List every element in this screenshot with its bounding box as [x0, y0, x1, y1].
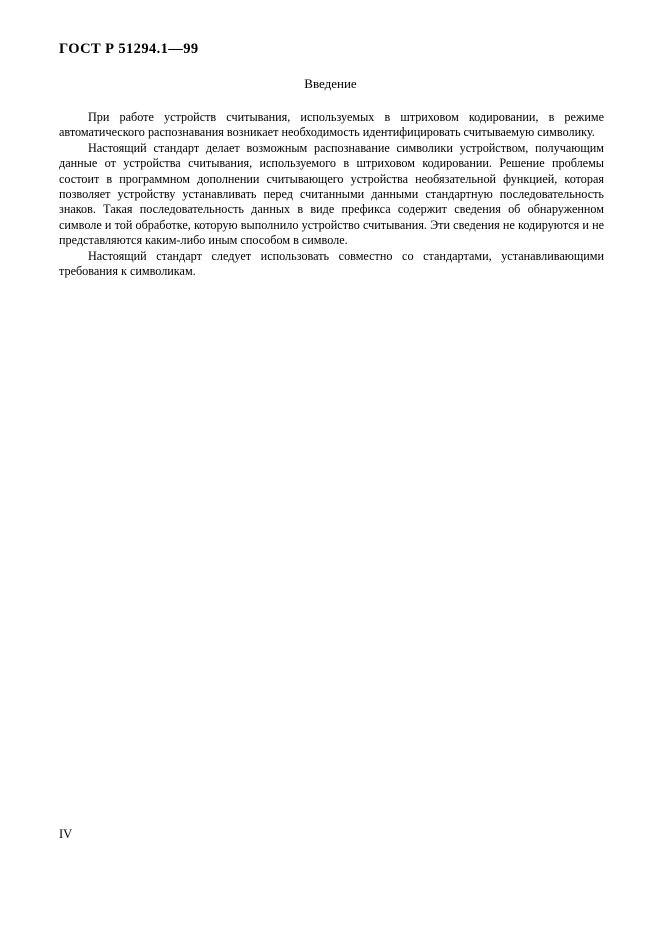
paragraph: Настоящий стандарт делает возможным распознавание символики устройством, получающим данные от устройства считывания, используемого в штриховом кодировании. Решение проблемы состоит в программном дополнении считывающего устройства необязательной функцией, которая позволяет устройству устанавливать перед считанными данными стандартную последовательность знаков. Такая последовательность данных в виде префикса содержит сведения об обнаруженном символе и той обработке, которую выполнило устройство считывания. Эти сведения не кодируются и не представляются каким-либо иным способом в символе. — [59, 140, 604, 248]
section-title: Введение — [304, 76, 357, 91]
paragraph: При работе устройств считывания, используемых в штриховом кодировании, в режиме автоматического распознавания возникает необходимость идентифицировать считываемую символику. — [59, 110, 604, 140]
page-number: IV — [59, 827, 73, 841]
body-text — [59, 110, 604, 279]
standard-header: ГОСТ Р 51294.1—99 — [59, 41, 199, 57]
paragraph: Настоящий стандарт следует использовать совместно со стандартами, устанавливающими требования к символикам. — [59, 248, 604, 279]
